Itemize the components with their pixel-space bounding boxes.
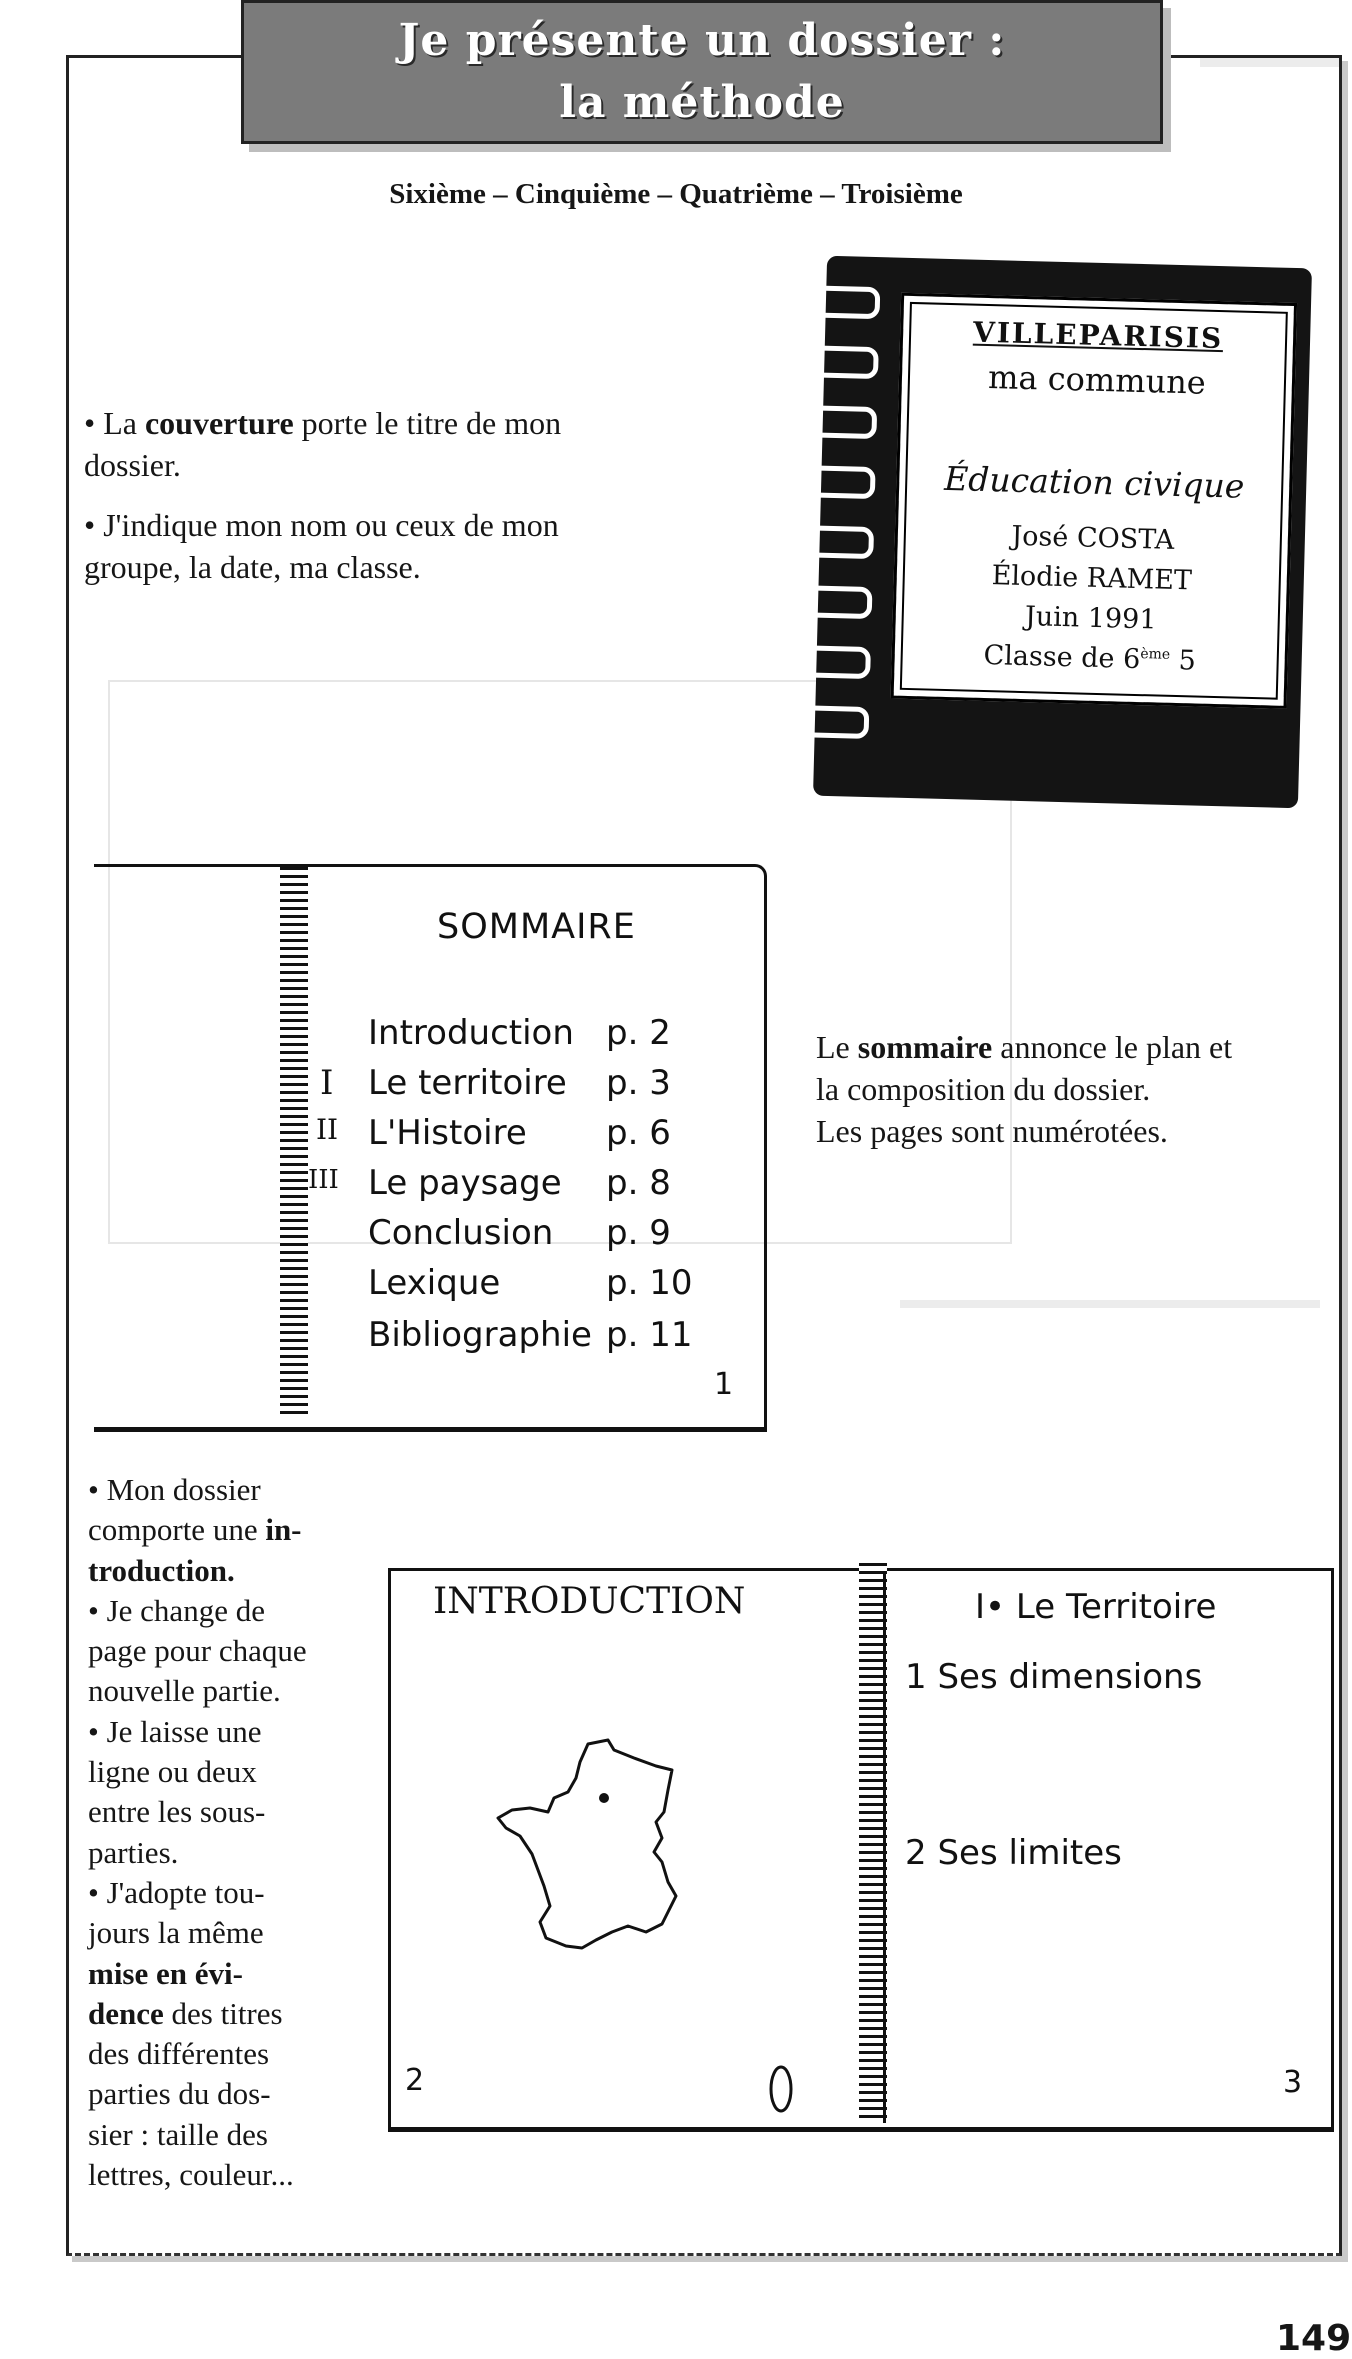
intro-page-number: 2 (405, 2063, 425, 2098)
ring-icon (782, 345, 879, 380)
sommaire-entry-label: Bibliographie (368, 1315, 592, 1355)
note-line: page pour chaque (88, 1633, 307, 1669)
sommaire-entry-page: p. 2 (606, 1013, 671, 1053)
page-title-line2: la méthode (559, 77, 845, 128)
sommaire-entry-page: p. 11 (606, 1315, 693, 1355)
sommaire-entry-num: I (320, 1063, 334, 1103)
sommaire-notebook-illustration (94, 864, 767, 1432)
cover-class-prefix: Classe de 6 (983, 639, 1141, 676)
method-notes (88, 1470, 358, 2195)
ring-icon (774, 645, 871, 680)
sommaire-entry-num: III (308, 1165, 339, 1195)
page-divider (883, 1571, 886, 2123)
note-line: entre les sous- (88, 1794, 266, 1830)
note-line: dence des titres (88, 1995, 283, 2031)
cover-bullet-1 (84, 402, 724, 444)
sommaire-entry-label: Le paysage (368, 1163, 562, 1203)
cover-bullet-1-post: porte le titre de mon (293, 405, 562, 441)
spiral-binding-icon (280, 867, 308, 1419)
note-line: nouvelle partie. (88, 1673, 281, 1709)
note-line: des différentes (88, 2036, 270, 2072)
cover-subtitle: ma commune (987, 358, 1207, 402)
cover-class (894, 638, 1285, 679)
note-line: parties. (88, 1834, 179, 1870)
note-line: • Mon dossier (88, 1472, 261, 1507)
note-line: jours la même (88, 1915, 264, 1951)
cover-town: VILLEPARISIS (972, 315, 1224, 356)
sommaire-entry-label: Introduction (368, 1013, 574, 1053)
page-number: 149 (1276, 2318, 1352, 2359)
ring-icon (777, 525, 874, 560)
sommaire-entry-num: II (316, 1113, 339, 1146)
sommaire-entry-page: p. 9 (606, 1213, 671, 1253)
sommaire-caption-pre: Le (816, 1029, 858, 1065)
cover-author-2: Élodie RAMET (991, 560, 1193, 597)
corsica-island-icon (761, 2061, 801, 2117)
cover-label (891, 293, 1297, 709)
ring-icon (780, 405, 877, 440)
territoire-subpart-1: 1 Ses dimensions (905, 1657, 1203, 1697)
cover-subject: Éducation civique (943, 458, 1245, 506)
note-line: ligne ou deux (88, 1754, 257, 1790)
note-line: mise en évi- (88, 1955, 243, 1991)
intro-heading: INTRODUCTION (433, 1581, 746, 1622)
sommaire-caption (816, 1026, 1326, 1152)
france-map-icon (496, 1736, 696, 1976)
cover-notebook-illustration (813, 256, 1312, 809)
note-line: • Je laisse une (88, 1713, 262, 1749)
ring-icon (779, 465, 876, 500)
territoire-heading: I• Le Territoire (975, 1587, 1217, 1627)
note-line: sier : taille des (88, 2116, 268, 2152)
sommaire-caption-line3: Les pages sont numérotées. (816, 1113, 1168, 1149)
sommaire-page-number: 1 (714, 1367, 734, 1402)
cover-bullet-1-bold: couverture (144, 405, 294, 441)
cover-author-1: José COSTA (1011, 520, 1175, 556)
cover-bullet-1-pre: • La (84, 405, 145, 441)
sommaire-entry-label: L'Histoire (368, 1113, 527, 1153)
sommaire-caption-bold: sommaire (857, 1029, 993, 1065)
page-title-banner (241, 0, 1163, 144)
ring-icon (773, 704, 870, 739)
note-line: • Je change de (88, 1592, 265, 1628)
note-line: parties du dos- (88, 2076, 271, 2112)
intro-spread-illustration (388, 1568, 1334, 2132)
sommaire-entry-page: p. 10 (606, 1263, 693, 1303)
territoire-page-number: 3 (1283, 2065, 1303, 2100)
note-line: troduction. (88, 1552, 235, 1588)
territoire-subpart-2: 2 Ses limites (905, 1833, 1122, 1873)
sommaire-caption-line2: la composition du dossier. (816, 1071, 1151, 1107)
cover-instructions (84, 402, 734, 588)
school-levels: Sixième – Cinquième – Quatrième – Troisième (389, 178, 963, 210)
sommaire-caption-line1 (816, 1026, 1326, 1068)
note-line: lettres, couleur... (88, 2157, 294, 2193)
note-line: comporte une in- (88, 1512, 302, 1548)
ring-icon (776, 585, 873, 620)
cover-bullet-1-line2: dossier. (84, 447, 181, 483)
sommaire-entry-label: Conclusion (368, 1213, 554, 1253)
sommaire-entry-label: Lexique (368, 1263, 501, 1303)
page-title-line1: Je présente un dossier : (398, 15, 1006, 66)
ring-icon (784, 285, 881, 320)
sommaire-entry-page: p. 3 (606, 1063, 671, 1103)
note-line: • J'adopte tou- (88, 1874, 265, 1910)
cover-class-sup: ème (1140, 646, 1171, 663)
sommaire-entry-label: Le territoire (368, 1063, 567, 1103)
cover-bullet-2-line2: groupe, la date, ma classe. (84, 549, 421, 585)
sommaire-entry-page: p. 6 (606, 1113, 671, 1153)
cover-class-suffix: 5 (1169, 644, 1197, 677)
cover-date: Juin 1991 (1024, 601, 1157, 636)
cover-bullet-2-line1: • J'indique mon nom ou ceux de mon (84, 507, 559, 543)
sommaire-entry-page: p. 8 (606, 1163, 671, 1203)
sommaire-heading: SOMMAIRE (437, 907, 636, 947)
sommaire-caption-post: annonce le plan et (992, 1029, 1233, 1065)
